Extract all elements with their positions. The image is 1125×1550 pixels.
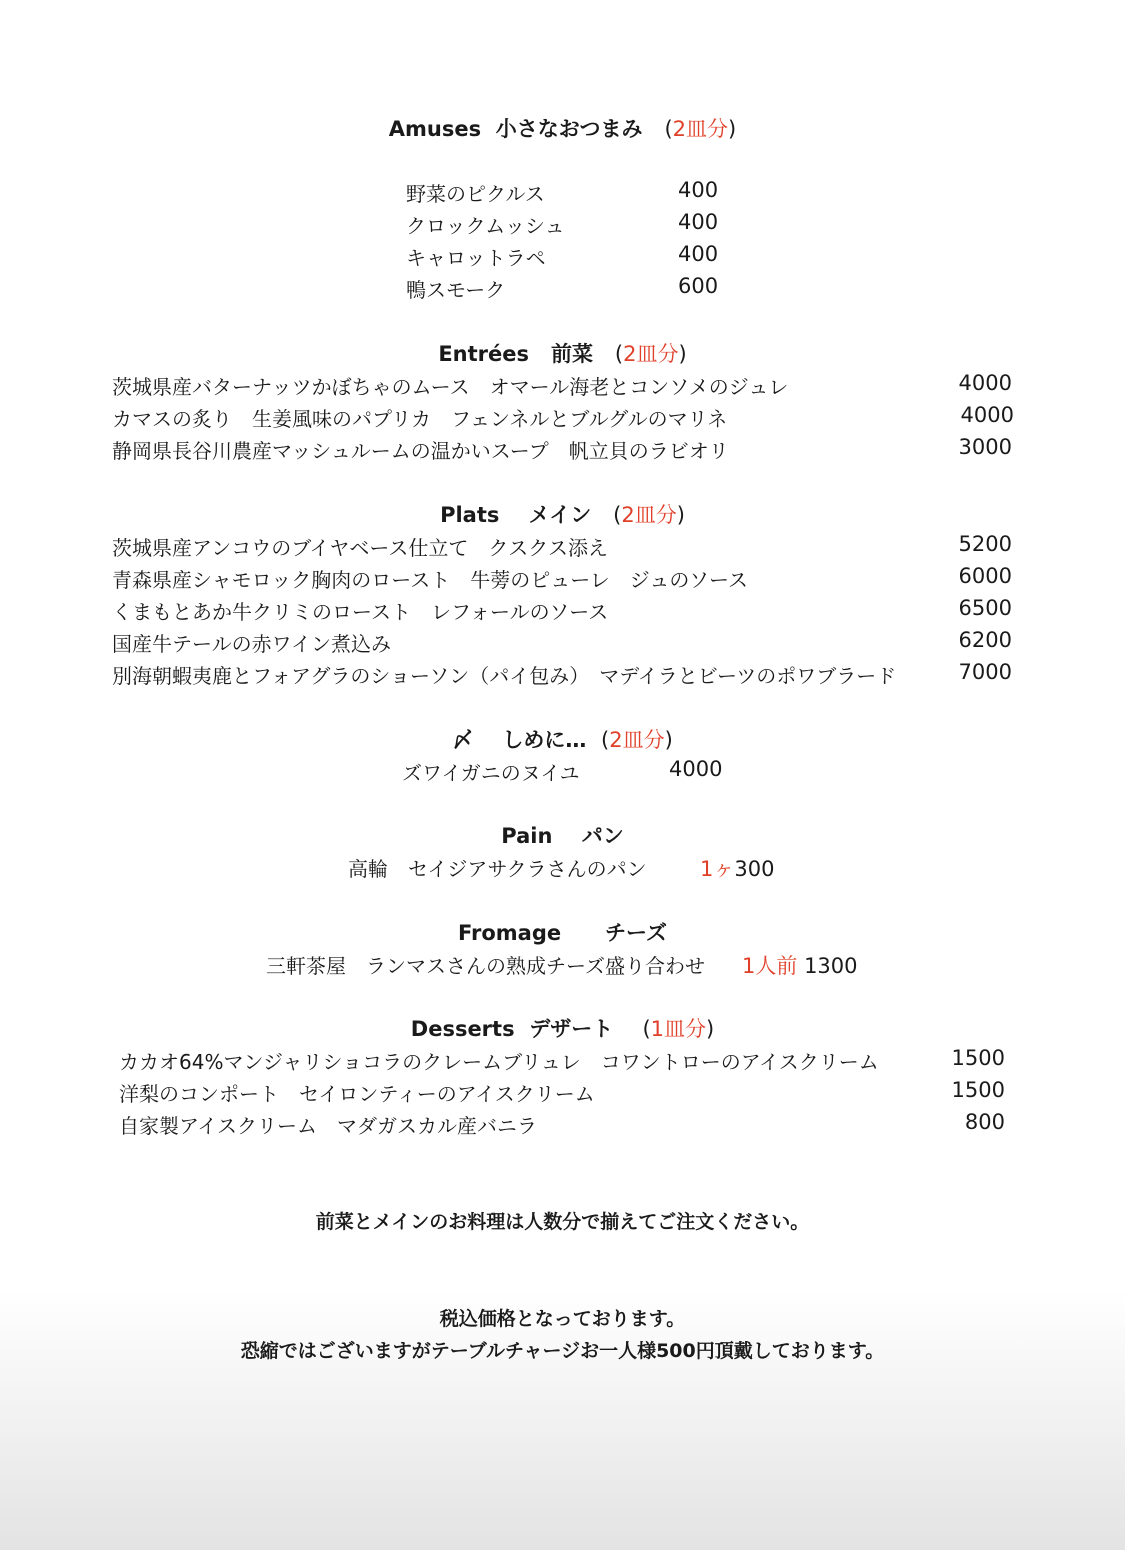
shime-title-jp: しめに… (502, 728, 587, 752)
desserts-item-name: 自家製アイスクリーム マダガスカル産バニラ (119, 1114, 537, 1138)
amuses-item-name: 野菜のピクルス (406, 182, 545, 206)
plats-title-fr: Plats (440, 503, 500, 527)
shime-title-symbol: 〆 (452, 728, 474, 752)
desserts-title-fr: Desserts (410, 1017, 515, 1041)
pain-item-name: 高輪 セイジアサクラさんのパン (348, 857, 647, 881)
fromage-price-value: 1300 (804, 954, 858, 978)
shime-item-price: 4000 (669, 757, 723, 781)
fromage-title-jp: チーズ (605, 921, 667, 945)
amuses-title-fr: Amuses (388, 117, 482, 141)
shime-heading: 〆 しめに… (2皿分) (452, 728, 673, 752)
entrees-item-price: 4000 (958, 371, 1012, 395)
plats-item-name: 茨城県産アンコウのブイヤベース仕立て クスクス添え (112, 536, 608, 560)
amuses-item-name: キャロットラペ (406, 246, 546, 270)
fromage-item-name: 三軒茶屋 ランマスさんの熟成チーズ盛り合わせ (266, 954, 705, 978)
fromage-unit: 1人前 (742, 954, 798, 978)
fromage-item-price (742, 950, 858, 980)
pain-heading (0, 820, 1125, 850)
amuses-item-price: 600 (678, 274, 719, 298)
desserts-title-jp: デザート (529, 1017, 614, 1041)
amuses-portion: 2皿分 (672, 117, 729, 141)
plats-heading: Plats メイン (2皿分) (440, 503, 685, 527)
desserts-heading: Desserts デザート (1皿分) (410, 1017, 715, 1041)
pain-title-fr: Pain (501, 824, 553, 848)
amuses-item-price: 400 (678, 242, 719, 266)
plats-portion: 2皿分 (621, 503, 677, 527)
amuses-title-jp: 小さなおつまみ (495, 117, 643, 141)
plats-item-price: 7000 (958, 660, 1012, 684)
tax-note: 税込価格となっております。 (439, 1308, 686, 1330)
amuses-heading: Amuses 小さなおつまみ (2皿分) (388, 117, 737, 141)
plats-item-price: 6200 (958, 628, 1012, 652)
amuses-item-price: 400 (678, 178, 719, 202)
pain-price-value: 300 (734, 857, 775, 881)
desserts-item-name: 洋梨のコンポート セイロンティーのアイスクリーム (119, 1082, 595, 1106)
fromage-heading (0, 917, 1125, 947)
entrees-portion: 2皿分 (623, 342, 679, 366)
plats-item-price: 5200 (958, 532, 1012, 556)
entrees-item-price: 3000 (958, 435, 1012, 459)
pain-title-jp: パン (581, 824, 624, 848)
entrees-item-name: 静岡県長谷川農産マッシュルームの温かいスープ 帆立貝のラビオリ (112, 439, 729, 463)
amuses-item-price: 400 (678, 210, 719, 234)
desserts-item-name: カカオ64%マンジャリショコラのクレームブリュレ コワントローのアイスクリーム (119, 1050, 879, 1074)
amuses-item-name: クロックムッシュ (406, 214, 565, 238)
order-note: 前菜とメインのお料理は人数分で揃えてご注文ください。 (315, 1211, 810, 1233)
plats-item-name: くまもとあか牛クリミのロースト レフォールのソース (112, 600, 609, 624)
entrees-heading: Entrées 前菜 (2皿分) (438, 342, 687, 366)
entrees-title-jp: 前菜 (550, 342, 593, 366)
shime-portion: 2皿分 (609, 728, 665, 752)
pain-item-price (700, 853, 774, 883)
plats-title-jp: メイン (528, 503, 592, 527)
desserts-item-price: 1500 (951, 1046, 1005, 1070)
charge-note: 恐縮ではございますがテーブルチャージお一人様500円頂戴しております。 (240, 1340, 885, 1362)
desserts-item-price: 800 (964, 1110, 1005, 1134)
shime-item-name: ズワイガニのヌイユ (402, 761, 580, 785)
desserts-portion: 1皿分 (650, 1017, 707, 1041)
plats-item-name: 青森県産シャモロック胸肉のロースト 牛蒡のピューレ ジュのソース (112, 568, 748, 592)
entrees-item-price: 4000 (960, 403, 1014, 427)
desserts-item-price: 1500 (951, 1078, 1005, 1102)
entrees-title-fr: Entrées (438, 342, 530, 366)
pain-unit: 1ヶ (700, 857, 735, 881)
plats-item-name: 別海朝蝦夷鹿とフォアグラのショーソン（パイ包み） マデイラとビーツのポワブラード (112, 664, 897, 688)
plats-item-price: 6500 (958, 596, 1012, 620)
plats-item-name: 国産牛テールの赤ワイン煮込み (112, 632, 391, 656)
entrees-item-name: 茨城県産バターナッツかぼちゃのムース オマール海老とコンソメのジュレ (112, 375, 789, 399)
plats-item-price: 6000 (958, 564, 1012, 588)
fromage-title-fr: Fromage (458, 921, 562, 945)
amuses-item-name: 鴨スモーク (406, 278, 506, 302)
entrees-item-name: カマスの炙り 生姜風味のパプリカ フェンネルとブルグルのマリネ (112, 407, 728, 431)
